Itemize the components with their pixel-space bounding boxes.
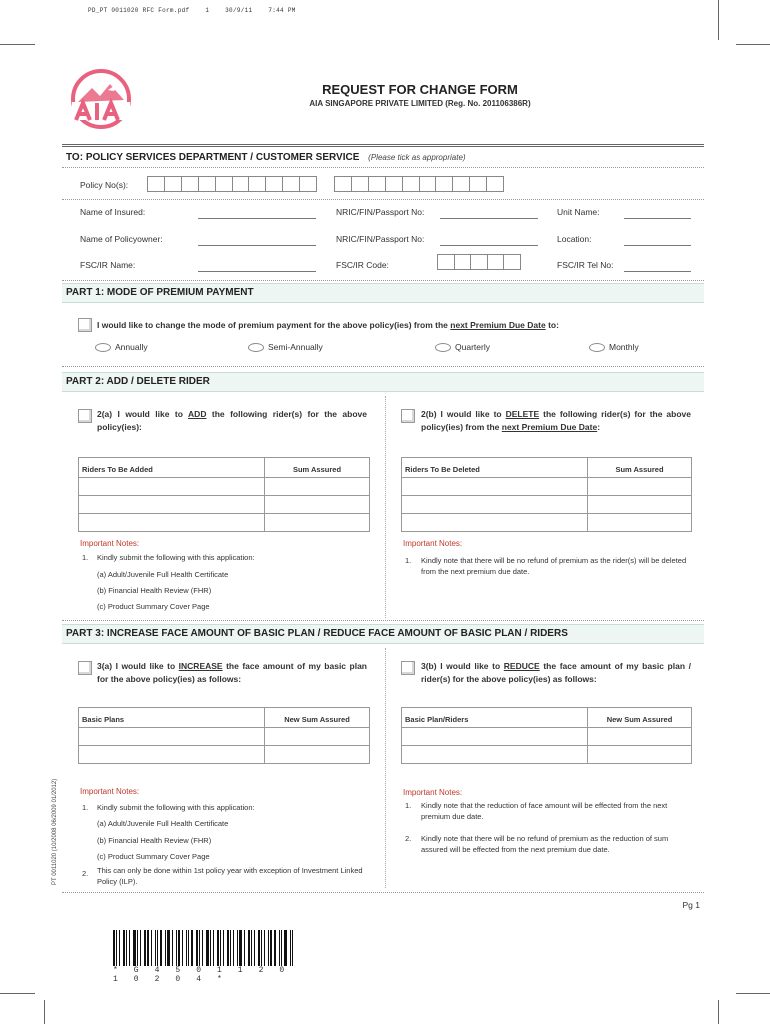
barcode-bar [147,930,149,966]
part2-right-note-1: Kindly note that there will be no refund of premium as the rider(s) will be deleted from the next premium due date. [421,556,687,576]
to-section-title: TO: POLICY SERVICES DEPARTMENT / CUSTOMER SERVICE [66,152,360,163]
barcode-bar [133,930,136,966]
form-title: REQUEST FOR CHANGE FORM [322,82,518,97]
crop-mark [44,1000,45,1024]
part3-left-notes-heading: Important Notes: [80,787,140,796]
semi-annually-radio[interactable] [248,343,264,352]
part3a-text-end: the face amount of my basic plan for the above policy(ies) as follows: [97,661,367,684]
to-section-heading [66,152,466,163]
table-cell[interactable] [79,478,265,496]
note-number: 2. [82,869,89,878]
part3-left-note-b: (b) Financial Health Review (FHR) [97,836,212,845]
part2-left-note-a: (a) Adult/Juvenile Full Health Certificate [97,570,229,579]
barcode-bar [157,930,158,966]
barcode-bar [261,930,262,966]
barcode [113,930,295,966]
basic-plan-riders-header: Basic Plan/Riders [402,708,588,728]
fsc-name-label: FSC/IR Name: [80,260,136,270]
note-number: 1. [82,803,89,812]
part2b-keyword: DELETE [505,409,540,419]
note-number: 1. [405,801,412,810]
barcode-bar [196,930,198,966]
barcode-bar [270,930,272,966]
table-cell[interactable] [265,496,370,514]
file-time: 7:44 PM [268,7,296,14]
policy-no-input-1[interactable] [147,176,317,192]
nric-2-field[interactable] [440,245,538,246]
table-cell[interactable] [588,746,692,764]
basic-plan-riders-table [401,707,692,764]
barcode-bar [227,930,229,966]
name-of-policyowner-field[interactable] [198,245,316,246]
table-cell[interactable] [402,728,588,746]
annually-radio[interactable] [95,343,111,352]
barcode-bar [126,930,127,966]
barcode-bar [167,930,170,966]
barcode-bar [155,930,156,966]
barcode-bar [284,930,287,966]
part2b-text: 2(b) I would like to [421,409,506,419]
table-cell[interactable] [265,478,370,496]
sum-assured-header: Sum Assured [588,458,692,478]
part2-left-notes-heading: Important Notes: [80,539,140,548]
part2-left-note-b: (b) Financial Health Review (FHR) [97,586,212,595]
part3a-text: 3(a) I would like to [97,661,179,671]
table-cell[interactable] [588,496,692,514]
table-cell[interactable] [265,514,370,532]
part2b-statement [421,408,691,434]
part1-text: I would like to change the mode of premium payment for the above policy(ies) from the [97,320,451,330]
part1-checkbox[interactable] [78,318,92,332]
divider [62,144,704,147]
barcode-bar [251,930,252,966]
file-name: PD_PT 0011020 RFC Form.pdf [88,7,190,14]
barcode-bar [292,930,293,966]
table-cell[interactable] [402,514,588,532]
part2a-text-end: the following rider(s) for the above policy(ies): [97,409,367,432]
table-cell[interactable] [265,728,370,746]
table-cell[interactable] [588,478,692,496]
sum-assured-header: Sum Assured [265,458,370,478]
barcode-bar [220,930,221,966]
table-cell[interactable] [402,746,588,764]
barcode-bar [137,930,138,966]
file-page: 1 [205,7,210,14]
part3-left-note-1: Kindly submit the following with this application: [97,803,255,812]
barcode-text: * G 4 5 0 1 1 2 0 1 0 2 0 4 * [113,966,290,984]
annually-label: Annually [115,342,148,352]
nric-1-label: NRIC/FIN/Passport No: [336,207,425,217]
tick-hint: (Please tick as appropriate) [368,153,466,162]
barcode-bar [202,930,203,966]
part2a-keyword: ADD [188,409,207,419]
barcode-bar [248,930,250,966]
barcode-bar [274,930,276,966]
part2a-text: 2(a) I would like to [97,409,189,419]
barcode-bar [239,930,242,966]
basic-plans-header: Basic Plans [79,708,265,728]
barcode-bar [140,930,141,966]
riders-add-table [78,457,370,532]
divider [62,199,704,200]
quarterly-radio[interactable] [435,343,451,352]
crop-mark [0,993,35,994]
barcode-bar [176,930,177,966]
barcode-bar [213,930,214,966]
barcode-bar [258,930,260,966]
riders-add-header: Riders To Be Added [79,458,265,478]
crop-mark [0,44,35,45]
barcode-bar [210,930,211,966]
table-cell[interactable] [79,514,265,532]
barcode-bar [191,930,193,966]
name-of-policyowner-label: Name of Policyowner: [80,234,163,244]
crop-mark [718,0,719,40]
unit-name-label: Unit Name: [557,207,600,217]
divider [62,167,704,168]
crop-mark [736,993,770,994]
part2-right-notes-heading: Important Notes: [403,539,463,548]
divider [62,366,704,367]
form-subtitle: AIA SINGAPORE PRIVATE LIMITED (Reg. No. 201106386R) [309,99,531,108]
barcode-bar [151,930,152,966]
part2-left-note-1: Kindly submit the following with this application: [97,553,255,562]
barcode-bar [186,930,187,966]
barcode-bar [268,930,269,966]
part2a-statement [97,408,367,434]
part3-left-note-a: (a) Adult/Juvenile Full Health Certificate [97,819,229,828]
part3a-checkbox[interactable] [78,661,92,675]
barcode-bar [123,930,125,966]
barcode-bar [129,930,130,966]
semi-annually-label: Semi-Annually [268,342,323,352]
basic-plans-table [78,707,370,764]
column-divider [385,396,386,618]
part1-text-underlined: next Premium Due Date [450,320,546,330]
part2a-checkbox[interactable] [78,409,92,423]
barcode-bar [199,930,200,966]
table-cell[interactable] [79,496,265,514]
part3-right-note-2: Kindly note that there will be no refund of premium as the reduction of sum assured will be effected from the next premium due date. [421,834,669,854]
barcode-bar [188,930,189,966]
table-cell[interactable] [79,746,265,764]
monthly-radio[interactable] [589,343,605,352]
divider [62,280,704,281]
barcode-bar [223,930,224,966]
barcode-bar [182,930,183,966]
part1-text-end: to: [545,320,559,330]
barcode-bar [116,930,117,966]
barcode-bar [233,930,234,966]
note-number: 2. [405,834,412,843]
part3b-keyword: REDUCE [503,661,540,671]
table-cell[interactable] [588,514,692,532]
barcode-bar [178,930,180,966]
location-label: Location: [557,234,592,244]
part1-heading: PART 1: MODE OF PREMIUM PAYMENT [66,287,254,298]
part3b-text: 3(b) I would like to [421,661,504,671]
new-sum-assured-header: New Sum Assured [265,708,370,728]
part3-right-notes-heading: Important Notes: [403,788,463,797]
barcode-bar [160,930,162,966]
aia-logo [68,66,134,132]
riders-delete-header: Riders To Be Deleted [402,458,588,478]
location-field[interactable] [624,245,691,246]
monthly-label: Monthly [609,342,639,352]
part3-heading: PART 3: INCREASE FACE AMOUNT OF BASIC PLAN / REDUCE FACE AMOUNT OF BASIC PLAN / RIDERS [66,628,568,639]
part3a-statement [97,660,367,686]
nric-1-field[interactable] [440,218,538,219]
barcode-bar [113,930,115,966]
name-of-insured-label: Name of Insured: [80,207,146,217]
crop-mark [736,44,770,45]
part3b-checkbox[interactable] [401,661,415,675]
part3-left-note-c: (c) Product Summary Cover Page [97,852,210,861]
part1-statement [97,319,697,332]
table-cell[interactable] [402,478,588,496]
barcode-bar [290,930,291,966]
divider [62,620,704,621]
part2b-checkbox[interactable] [401,409,415,423]
crop-mark [718,1000,719,1024]
barcode-bar [279,930,280,966]
policy-no-input-2[interactable] [334,176,504,192]
new-sum-assured-header: New Sum Assured [588,708,692,728]
fsc-tel-field[interactable] [624,271,691,272]
page-number: Pg 1 [682,900,700,910]
barcode-bar [254,930,255,966]
barcode-bar [281,930,282,966]
fsc-name-field[interactable] [198,271,316,272]
barcode-bar [206,930,209,966]
nric-2-label: NRIC/FIN/Passport No: [336,234,425,244]
barcode-bar [217,930,219,966]
form-code-vertical: PT 0011020 (10/2008 06/2009 01/2012) [52,778,58,885]
table-cell[interactable] [588,728,692,746]
policy-no-label: Policy No(s): [80,180,129,190]
part2b-date-keyword: next Premium Due Date [501,422,598,432]
part3-left-note-2: This can only be done within 1st policy year with exception of Investment Linked Policy (ILP). [97,866,363,886]
part2b-text-mid: the following rider(s) for the above policy(ies) from the [421,409,692,432]
unit-name-field[interactable] [624,218,691,219]
part2-left-note-c: (c) Product Summary Cover Page [97,602,210,611]
fsc-tel-label: FSC/IR Tel No: [557,260,614,270]
barcode-bar [119,930,120,966]
quarterly-label: Quarterly [455,342,490,352]
note-number: 1. [405,556,412,565]
barcode-bar [230,930,231,966]
part2b-text-end: : [597,422,601,432]
file-date: 30/9/11 [225,7,253,14]
part3b-text-end: the face amount of my basic plan / rider(s) for the above policy(ies) as follows: [421,661,691,684]
divider [62,892,704,893]
column-divider [385,648,386,888]
part3-right-note-1: Kindly note that the reduction of face amount will be effected from the next premium due date. [421,801,668,821]
part2-heading: PART 2: ADD / DELETE RIDER [66,376,210,387]
part3b-statement [421,660,691,686]
part3a-keyword: INCREASE [178,661,223,671]
riders-delete-table [401,457,692,532]
table-cell[interactable] [265,746,370,764]
barcode-bar [237,930,238,966]
barcode-bar [244,930,245,966]
barcode-bar [264,930,265,966]
fsc-code-label: FSC/IR Code: [336,260,389,270]
fsc-code-input[interactable] [437,254,521,270]
barcode-bar [144,930,146,966]
barcode-bar [172,930,173,966]
note-number: 1. [82,553,89,562]
table-cell[interactable] [402,496,588,514]
name-of-insured-field[interactable] [198,218,316,219]
barcode-bar [165,930,166,966]
table-cell[interactable] [79,728,265,746]
file-header [88,7,308,14]
